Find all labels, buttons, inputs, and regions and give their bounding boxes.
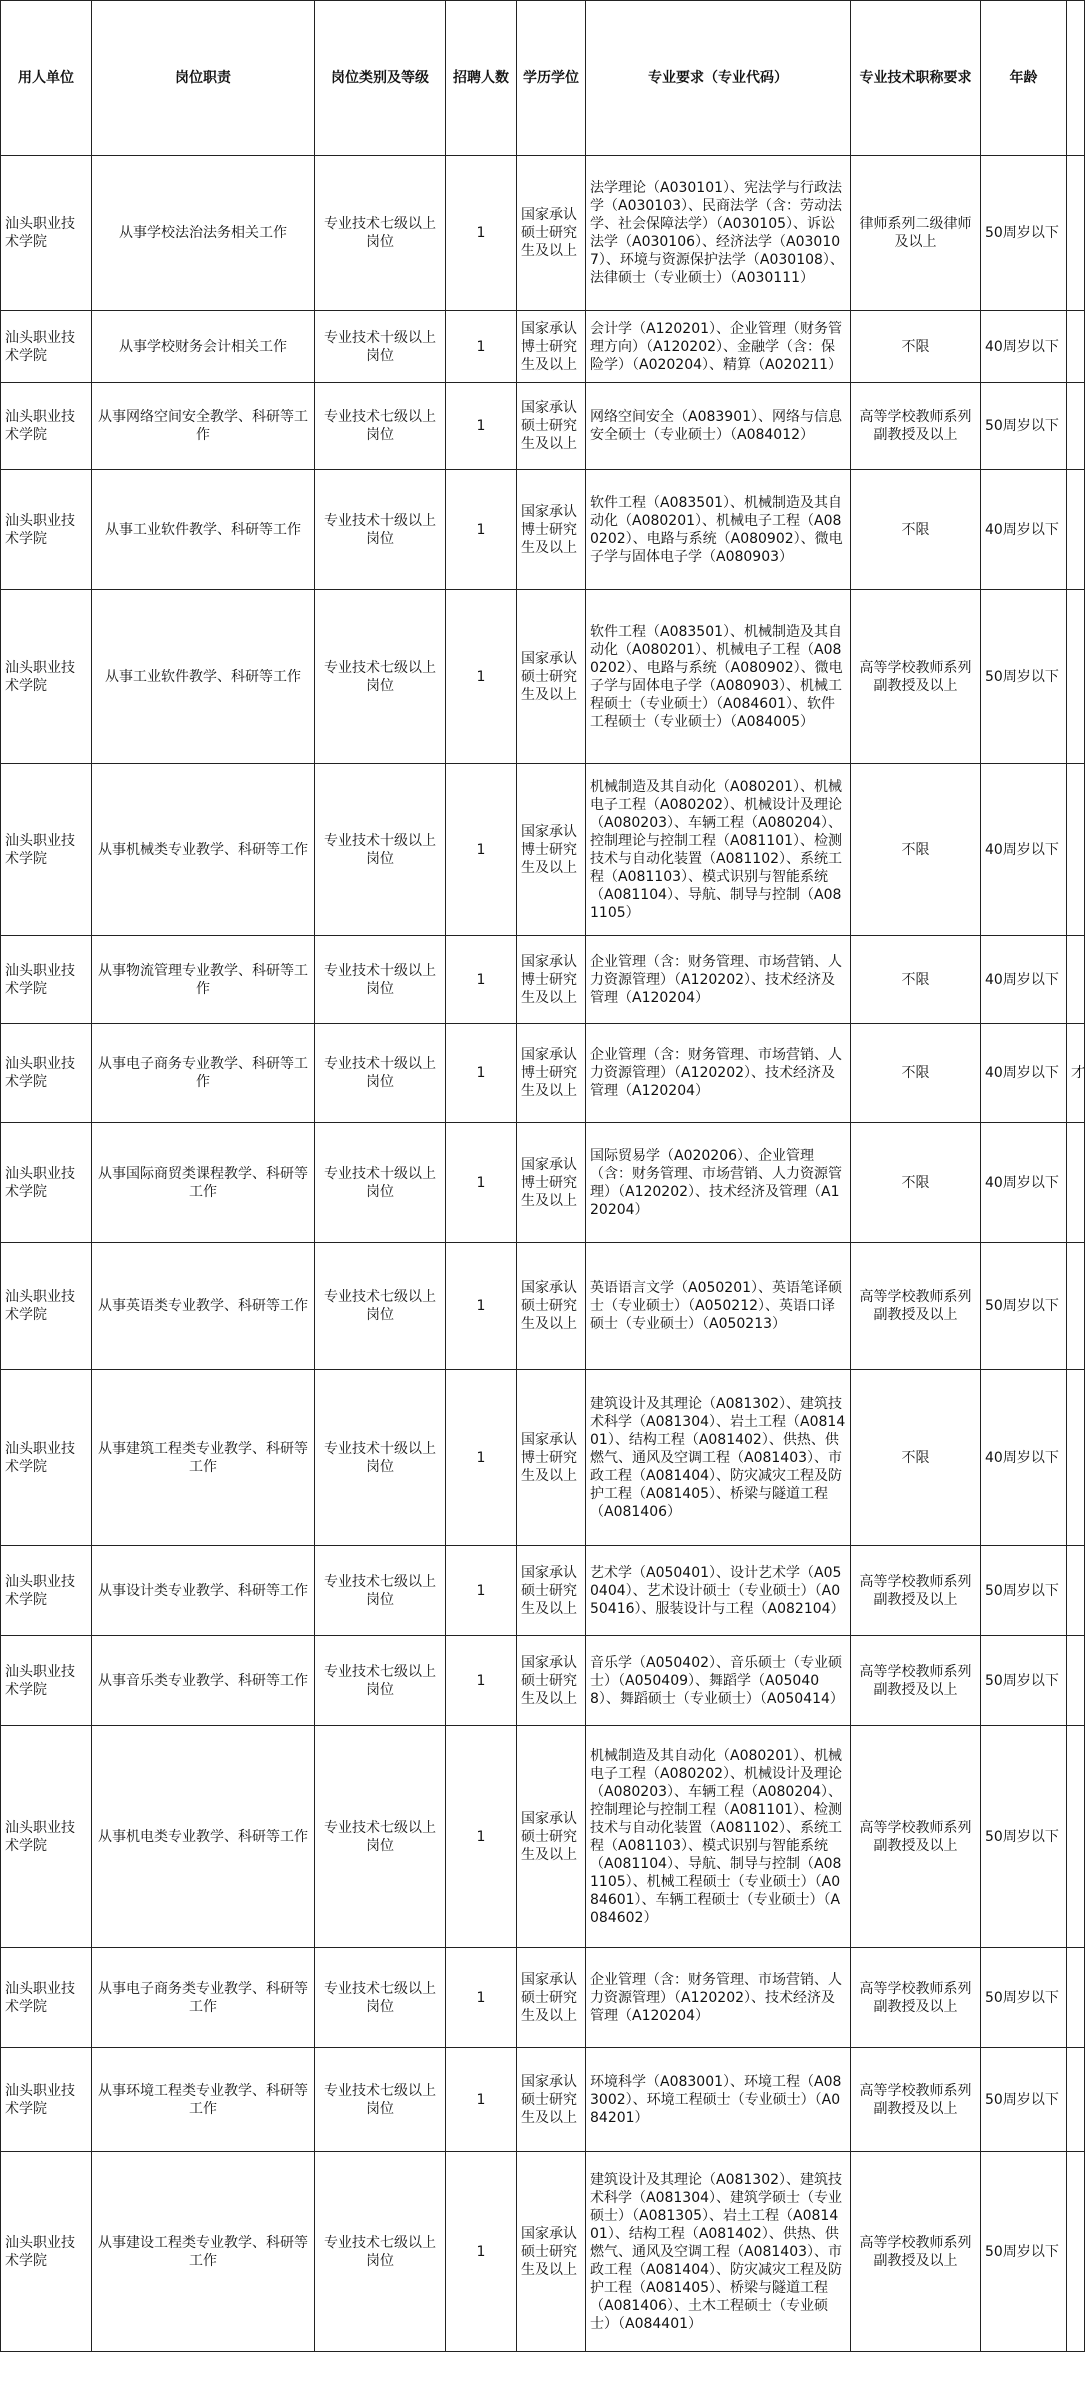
- table-row: [1, 2152, 1085, 2352]
- cell-education: 国家承认硕士研究生及以上: [517, 1546, 586, 1636]
- cell-age: 50周岁以下: [981, 1636, 1067, 1726]
- cell-title: 高等学校教师系列副教授及以上: [851, 1636, 981, 1726]
- header-duty: 岗位职责: [92, 1, 315, 156]
- cell-age: 40周岁以下: [981, 1370, 1067, 1546]
- cell-age: 40周岁以下: [981, 1024, 1067, 1123]
- cell-major: 机械制造及其自动化（A080201）、机械电子工程（A080202）、机械设计及理论（A080203）、车辆工程（A080204）、控制理论与控制工程（A081101）、检测技术与自动化装置（A081102）、系统工程（A081103）、模式识别与智能系统（A081104）、导航、制导与控制（A081105）、机械工程硕士（专业硕士）（A084601）、车辆工程硕士（专业硕士）（A084602）: [586, 1726, 851, 1948]
- cell-title: 不限: [851, 1123, 981, 1243]
- table-row: [1, 1243, 1085, 1370]
- cell-unit: 汕头职业技术学院: [1, 1636, 92, 1726]
- cell-major: 建筑设计及其理论（A081302）、建筑技术科学（A081304）、岩土工程（A081401）、结构工程（A081402）、供热、供燃气、通风及空调工程（A081403）、市政工程（A081404）、防灾减灾工程及防护工程（A081405）、桥梁与隧道工程（A081406）: [586, 1370, 851, 1546]
- cell-extra: [1067, 590, 1085, 764]
- cell-education: 国家承认硕士研究生及以上: [517, 2152, 586, 2352]
- cell-age: 50周岁以下: [981, 590, 1067, 764]
- cell-count: 1: [446, 1370, 517, 1546]
- cell-category: 专业技术七级以上岗位: [315, 1726, 446, 1948]
- cell-category: 专业技术七级以上岗位: [315, 1243, 446, 1370]
- cell-duty: 从事工业软件教学、科研等工作: [92, 470, 315, 590]
- cell-count: 1: [446, 1024, 517, 1123]
- cell-title: 不限: [851, 936, 981, 1024]
- cell-duty: 从事物流管理专业教学、科研等工作: [92, 936, 315, 1024]
- cell-count: 1: [446, 1546, 517, 1636]
- cell-education: 国家承认博士研究生及以上: [517, 1123, 586, 1243]
- cell-count: 1: [446, 2152, 517, 2352]
- cell-duty: 从事电子商务专业教学、科研等工作: [92, 1024, 315, 1123]
- cell-education: 国家承认硕士研究生及以上: [517, 1726, 586, 1948]
- cell-category: 专业技术十级以上岗位: [315, 764, 446, 936]
- cell-major: 艺术学（A050401）、设计艺术学（A050404）、艺术设计硕士（专业硕士）（A050416）、服装设计与工程（A082104）: [586, 1546, 851, 1636]
- cell-title: 高等学校教师系列副教授及以上: [851, 1948, 981, 2048]
- cell-unit: 汕头职业技术学院: [1, 2048, 92, 2152]
- header-major: 专业要求（专业代码）: [586, 1, 851, 156]
- header-title: 专业技术职称要求: [851, 1, 981, 156]
- cell-unit: 汕头职业技术学院: [1, 383, 92, 470]
- cell-category: 专业技术七级以上岗位: [315, 2152, 446, 2352]
- header-row: [1, 1, 1085, 156]
- cell-unit: 汕头职业技术学院: [1, 1024, 92, 1123]
- cell-category: 专业技术七级以上岗位: [315, 383, 446, 470]
- table-row: [1, 764, 1085, 936]
- header-category: 岗位类别及等级: [315, 1, 446, 156]
- cell-age: 50周岁以下: [981, 1546, 1067, 1636]
- cell-major: 企业管理（含：财务管理、市场营销、人力资源管理）（A120202）、技术经济及管理（A120204）: [586, 1948, 851, 2048]
- cell-duty: 从事机电类专业教学、科研等工作: [92, 1726, 315, 1948]
- cell-major: 建筑设计及其理论（A081302）、建筑技术科学（A081304）、建筑学硕士（专业硕士）（A081305）、岩土工程（A081401）、结构工程（A081402）、供热、供燃气、通风及空调工程（A081403）、市政工程（A081404）、防灾减灾工程及防护工程（A081405）、桥梁与隧道工程（A081406）、土木工程硕士（专业硕士）（A084401）: [586, 2152, 851, 2352]
- cell-count: 1: [446, 1123, 517, 1243]
- cell-age: 40周岁以下: [981, 764, 1067, 936]
- cell-category: 专业技术七级以上岗位: [315, 1546, 446, 1636]
- cell-extra: [1067, 1948, 1085, 2048]
- table-row: [1, 1123, 1085, 1243]
- cell-major: 机械制造及其自动化（A080201）、机械电子工程（A080202）、机械设计及理论（A080203）、车辆工程（A080204）、控制理论与控制工程（A081101）、检测技术与自动化装置（A081102）、系统工程（A081103）、模式识别与智能系统（A081104）、导航、制导与控制（A081105）: [586, 764, 851, 936]
- cell-extra: [1067, 2048, 1085, 2152]
- cell-title: 高等学校教师系列副教授及以上: [851, 383, 981, 470]
- table-row: [1, 1546, 1085, 1636]
- cell-unit: 汕头职业技术学院: [1, 936, 92, 1024]
- cell-age: 50周岁以下: [981, 1726, 1067, 1948]
- cell-title: 高等学校教师系列副教授及以上: [851, 1546, 981, 1636]
- cell-count: 1: [446, 764, 517, 936]
- cell-age: 40周岁以下: [981, 311, 1067, 383]
- cell-education: 国家承认硕士研究生及以上: [517, 590, 586, 764]
- cell-major: 英语语言文学（A050201）、英语笔译硕士（专业硕士）（A050212）、英语口译硕士（专业硕士）（A050213）: [586, 1243, 851, 1370]
- cell-education: 国家承认硕士研究生及以上: [517, 1243, 586, 1370]
- cell-education: 国家承认硕士研究生及以上: [517, 2048, 586, 2152]
- cell-major: 国际贸易学（A020206）、企业管理（含：财务管理、市场营销、人力资源管理）（A120202）、技术经济及管理（A120204）: [586, 1123, 851, 1243]
- cell-age: 50周岁以下: [981, 156, 1067, 311]
- cell-extra: [1067, 1123, 1085, 1243]
- cell-duty: 从事学校法治法务相关工作: [92, 156, 315, 311]
- cell-count: 1: [446, 311, 517, 383]
- cell-duty: 从事音乐类专业教学、科研等工作: [92, 1636, 315, 1726]
- header-count: 招聘人数: [446, 1, 517, 156]
- cell-unit: 汕头职业技术学院: [1, 156, 92, 311]
- cell-education: 国家承认博士研究生及以上: [517, 1024, 586, 1123]
- cell-unit: 汕头职业技术学院: [1, 311, 92, 383]
- cell-major: 会计学（A120201）、企业管理（财务管理方向）（A120202）、金融学（含：保险学）（A020204）、精算（A020211）: [586, 311, 851, 383]
- cell-unit: 汕头职业技术学院: [1, 2152, 92, 2352]
- cell-education: 国家承认硕士研究生及以上: [517, 156, 586, 311]
- cell-education: 国家承认博士研究生及以上: [517, 1370, 586, 1546]
- cell-title: 高等学校教师系列副教授及以上: [851, 590, 981, 764]
- cell-title: 不限: [851, 764, 981, 936]
- cell-extra: [1067, 383, 1085, 470]
- cell-education: 国家承认博士研究生及以上: [517, 311, 586, 383]
- cell-title: 律师系列二级律师及以上: [851, 156, 981, 311]
- cell-title: 高等学校教师系列副教授及以上: [851, 2048, 981, 2152]
- table-row: [1, 1726, 1085, 1948]
- cell-major: 环境科学（A083001）、环境工程（A083002）、环境工程硕士（专业硕士）（A084201）: [586, 2048, 851, 2152]
- cell-duty: 从事建筑工程类专业教学、科研等工作: [92, 1370, 315, 1546]
- cell-education: 国家承认硕士研究生及以上: [517, 1636, 586, 1726]
- cell-unit: 汕头职业技术学院: [1, 1948, 92, 2048]
- cell-unit: 汕头职业技术学院: [1, 1370, 92, 1546]
- cell-category: 专业技术七级以上岗位: [315, 1948, 446, 2048]
- cell-extra: [1067, 156, 1085, 311]
- cell-title: 高等学校教师系列副教授及以上: [851, 1243, 981, 1370]
- cell-duty: 从事设计类专业教学、科研等工作: [92, 1546, 315, 1636]
- table-row: [1, 936, 1085, 1024]
- cell-age: 50周岁以下: [981, 2048, 1067, 2152]
- cell-education: 国家承认硕士研究生及以上: [517, 383, 586, 470]
- cell-unit: 汕头职业技术学院: [1, 764, 92, 936]
- cell-major: 企业管理（含：财务管理、市场营销、人力资源管理）（A120202）、技术经济及管理（A120204）: [586, 936, 851, 1024]
- cell-extra: [1067, 764, 1085, 936]
- cell-education: 国家承认博士研究生及以上: [517, 936, 586, 1024]
- cell-category: 专业技术十级以上岗位: [315, 936, 446, 1024]
- table-row: [1, 470, 1085, 590]
- header-education: 学历学位: [517, 1, 586, 156]
- cell-duty: 从事建设工程类专业教学、科研等工作: [92, 2152, 315, 2352]
- cell-category: 专业技术十级以上岗位: [315, 1024, 446, 1123]
- cell-age: 40周岁以下: [981, 470, 1067, 590]
- cell-title: 不限: [851, 1370, 981, 1546]
- cell-category: 专业技术十级以上岗位: [315, 1123, 446, 1243]
- table-row: [1, 2048, 1085, 2152]
- cell-category: 专业技术七级以上岗位: [315, 590, 446, 764]
- cell-title: 不限: [851, 1024, 981, 1123]
- table-row: [1, 590, 1085, 764]
- cell-age: 40周岁以下: [981, 936, 1067, 1024]
- cell-major: 网络空间安全（A083901）、网络与信息安全硕士（专业硕士）（A084012）: [586, 383, 851, 470]
- cell-unit: 汕头职业技术学院: [1, 1123, 92, 1243]
- cell-duty: 从事电子商务类专业教学、科研等工作: [92, 1948, 315, 2048]
- table-row: [1, 311, 1085, 383]
- cell-extra: [1067, 936, 1085, 1024]
- cell-duty: 从事网络空间安全教学、科研等工作: [92, 383, 315, 470]
- cell-extra: [1067, 1370, 1085, 1546]
- cell-duty: 从事工业软件教学、科研等工作: [92, 590, 315, 764]
- header-extra: [1067, 1, 1085, 156]
- cell-category: 专业技术十级以上岗位: [315, 311, 446, 383]
- cell-education: 国家承认博士研究生及以上: [517, 764, 586, 936]
- cell-count: 1: [446, 1726, 517, 1948]
- cell-count: 1: [446, 156, 517, 311]
- cell-count: 1: [446, 470, 517, 590]
- cell-category: 专业技术十级以上岗位: [315, 470, 446, 590]
- table-row: [1, 156, 1085, 311]
- cell-count: 1: [446, 936, 517, 1024]
- cell-major: 音乐学（A050402）、音乐硕士（专业硕士）（A050409）、舞蹈学（A050408）、舞蹈硕士（专业硕士）（A050414）: [586, 1636, 851, 1726]
- cell-age: 40周岁以下: [981, 1123, 1067, 1243]
- cell-title: 不限: [851, 470, 981, 590]
- table-row: [1, 1948, 1085, 2048]
- cell-count: 1: [446, 590, 517, 764]
- table-row: [1, 1024, 1085, 1123]
- cell-major: 法学理论（A030101）、宪法学与行政法学（A030103）、民商法学（含：劳动法学、社会保障法学）（A030105）、诉讼法学（A030106）、经济法学（A030107）、环境与资源保护法学（A030108）、法律硕士（专业硕士）（A030111）: [586, 156, 851, 311]
- cell-count: 1: [446, 383, 517, 470]
- cell-major: 软件工程（A083501）、机械制造及其自动化（A080201）、机械电子工程（A080202）、电路与系统（A080902）、微电子学与固体电子学（A080903）、机械工程硕士（专业硕士）（A084601）、软件工程硕士（专业硕士）（A084005）: [586, 590, 851, 764]
- cell-unit: 汕头职业技术学院: [1, 590, 92, 764]
- cell-title: 不限: [851, 311, 981, 383]
- cell-duty: 从事学校财务会计相关工作: [92, 311, 315, 383]
- cell-extra: [1067, 1243, 1085, 1370]
- cell-age: 50周岁以下: [981, 1243, 1067, 1370]
- cell-education: 国家承认硕士研究生及以上: [517, 1948, 586, 2048]
- cell-count: 1: [446, 2048, 517, 2152]
- cell-extra: [1067, 470, 1085, 590]
- cell-extra: [1067, 311, 1085, 383]
- cell-major: 企业管理（含：财务管理、市场营销、人力资源管理）（A120202）、技术经济及管理（A120204）: [586, 1024, 851, 1123]
- cell-age: 50周岁以下: [981, 383, 1067, 470]
- cell-count: 1: [446, 1948, 517, 2048]
- header-unit: 用人单位: [1, 1, 92, 156]
- cell-age: 50周岁以下: [981, 2152, 1067, 2352]
- cell-unit: 汕头职业技术学院: [1, 1726, 92, 1948]
- cell-unit: 汕头职业技术学院: [1, 1546, 92, 1636]
- cell-duty: 从事国际商贸类课程教学、科研等工作: [92, 1123, 315, 1243]
- cell-duty: 从事环境工程类专业教学、科研等工作: [92, 2048, 315, 2152]
- header-age: 年龄: [981, 1, 1067, 156]
- cell-extra: 才: [1067, 1024, 1085, 1123]
- table-row: [1, 1636, 1085, 1726]
- cell-extra: [1067, 1636, 1085, 1726]
- cell-unit: 汕头职业技术学院: [1, 470, 92, 590]
- cell-extra: [1067, 1546, 1085, 1636]
- table-body: [1, 156, 1085, 2352]
- cell-category: 专业技术七级以上岗位: [315, 2048, 446, 2152]
- cell-extra: [1067, 2152, 1085, 2352]
- cell-unit: 汕头职业技术学院: [1, 1243, 92, 1370]
- cell-duty: 从事机械类专业教学、科研等工作: [92, 764, 315, 936]
- cell-duty: 从事英语类专业教学、科研等工作: [92, 1243, 315, 1370]
- cell-title: 高等学校教师系列副教授及以上: [851, 1726, 981, 1948]
- table-row: [1, 1370, 1085, 1546]
- cell-major: 软件工程（A083501）、机械制造及其自动化（A080201）、机械电子工程（A080202）、电路与系统（A080902）、微电子学与固体电子学（A080903）: [586, 470, 851, 590]
- cell-title: 高等学校教师系列副教授及以上: [851, 2152, 981, 2352]
- cell-category: 专业技术十级以上岗位: [315, 1370, 446, 1546]
- cell-extra: [1067, 1726, 1085, 1948]
- cell-category: 专业技术七级以上岗位: [315, 156, 446, 311]
- cell-age: 50周岁以下: [981, 1948, 1067, 2048]
- table-row: [1, 383, 1085, 470]
- cell-category: 专业技术七级以上岗位: [315, 1636, 446, 1726]
- cell-count: 1: [446, 1636, 517, 1726]
- cell-count: 1: [446, 1243, 517, 1370]
- cell-education: 国家承认博士研究生及以上: [517, 470, 586, 590]
